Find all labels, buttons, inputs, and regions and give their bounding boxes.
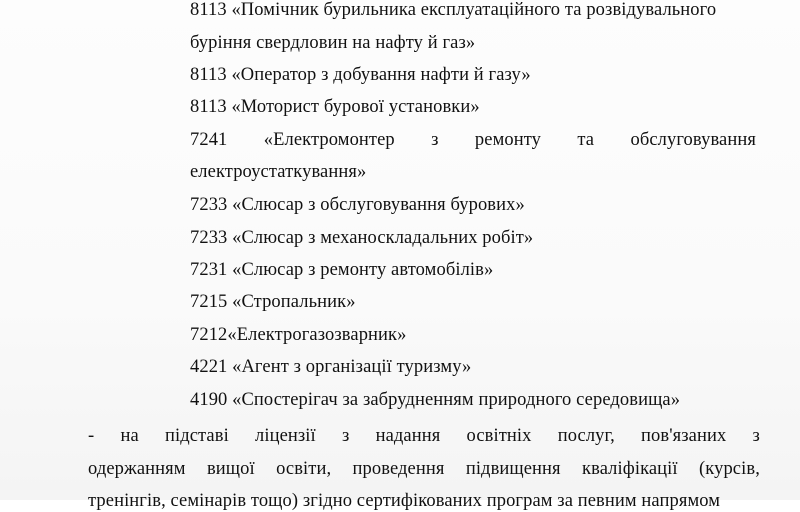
- word: «Електромонтер: [263, 130, 395, 150]
- entry-code: 8113: [190, 0, 227, 20]
- entry-line: 8113 «Оператор з добування нафти й газу»: [190, 65, 531, 85]
- word: на: [120, 426, 139, 446]
- entry-line: 7231 «Слюсар з ремонту автомобілів»: [190, 260, 494, 280]
- entry-justified-line: [190, 129, 756, 151]
- word: підвищення: [465, 459, 561, 479]
- entry-line: 8113 «Моторист бурової установки»: [190, 97, 480, 117]
- word: ремонту: [474, 130, 542, 150]
- word: надання: [375, 426, 441, 446]
- word: послуг,: [557, 426, 615, 446]
- word: ліцензії: [255, 426, 316, 446]
- entry-line: 7212«Електрогазозварник»: [190, 325, 407, 345]
- word: освіти,: [276, 459, 332, 479]
- entry-title-line2: буріння свердловин на нафту й газ»: [190, 33, 476, 53]
- entry-line: 4221 «Агент з організації туризму»: [190, 357, 472, 377]
- word: -: [88, 426, 95, 446]
- entry-line: 7233 «Слюсар з обслуговування бурових»: [190, 195, 525, 215]
- word: та: [577, 130, 595, 150]
- word: освітніх: [466, 426, 532, 446]
- word: з: [341, 426, 350, 446]
- word: підставі: [164, 426, 229, 446]
- word: вищої: [206, 459, 255, 479]
- word: кваліфікації: [582, 459, 678, 479]
- word: обслуговування: [630, 130, 756, 150]
- entry-title-line1: «Помічник бурильника експлуатаційного та розвідувального: [231, 0, 717, 20]
- paragraph-line1: [88, 425, 760, 447]
- word: проведення: [352, 459, 445, 479]
- entry-line2: електроустаткування»: [190, 162, 367, 182]
- word: пов'язаних: [641, 426, 727, 446]
- entry-line: 4190 «Спостерігач за забрудненням природного середовища»: [190, 390, 681, 410]
- entry-line: 7215 «Стропальник»: [190, 292, 356, 312]
- paragraph-line2: [88, 458, 760, 480]
- word: з: [431, 130, 439, 150]
- entry-line: 7233 «Слюсар з механоскладальних робіт»: [190, 228, 534, 248]
- word: з: [752, 426, 760, 446]
- word: 7241: [190, 130, 228, 150]
- paragraph-line3: тренінгів, семінарів тощо) згідно сертифікованих програм за певним напрямом: [88, 491, 721, 511]
- word: одержанням: [88, 459, 186, 479]
- entry-code-title-line: [190, 0, 716, 21]
- word: (курсів,: [699, 459, 760, 479]
